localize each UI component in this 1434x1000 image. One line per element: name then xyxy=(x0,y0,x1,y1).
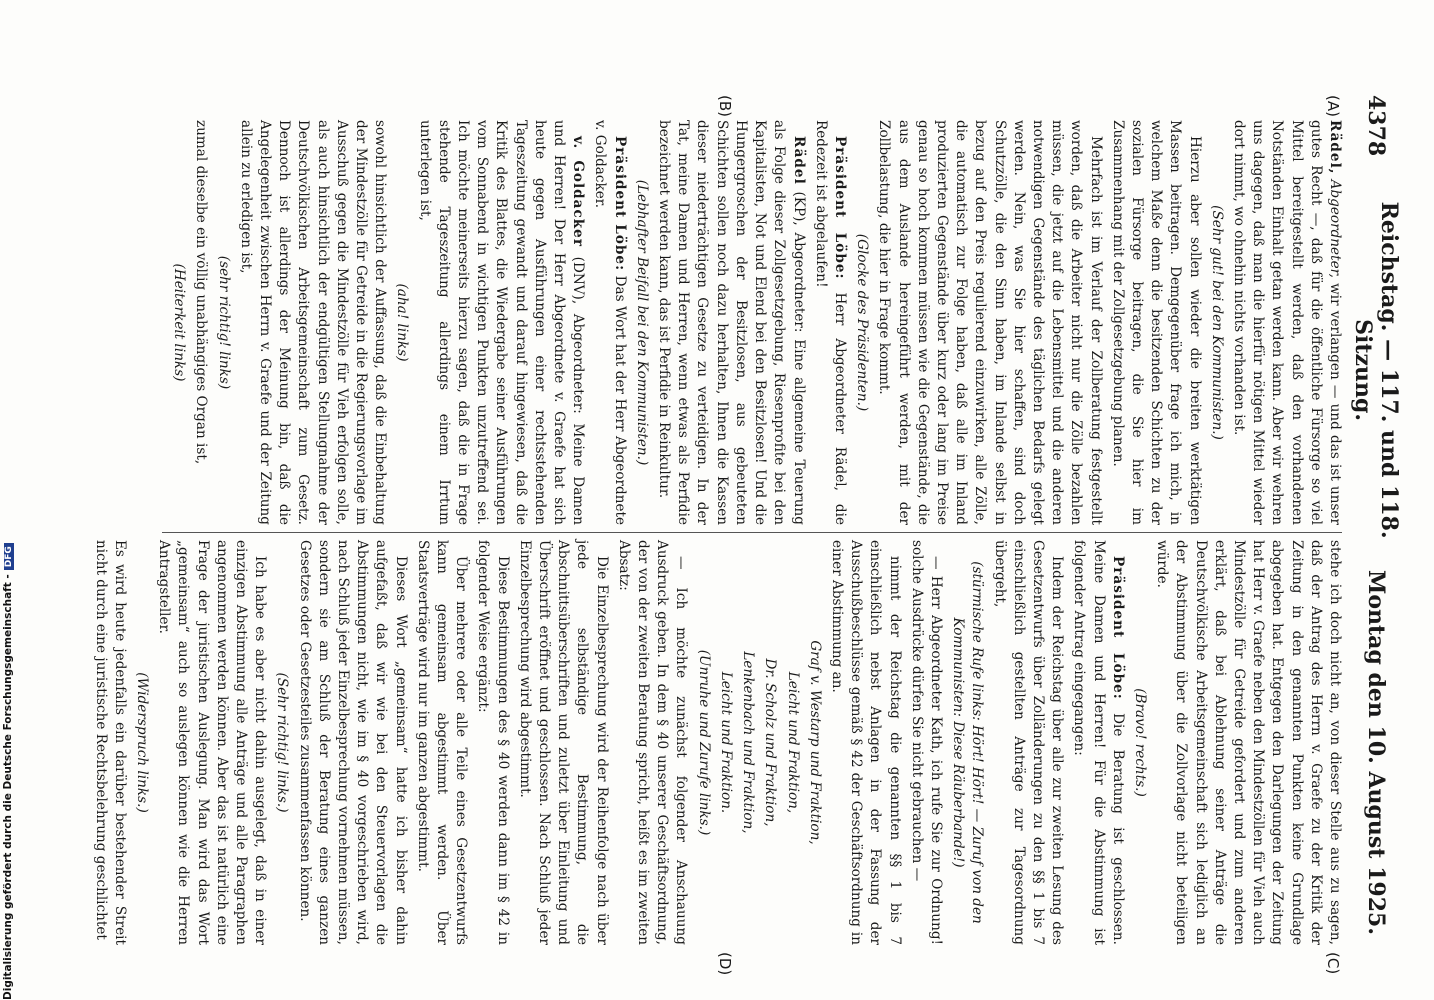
session-date: Montag den 10. August 1925. xyxy=(1363,570,1389,935)
speaker-role: Abgeordneter, xyxy=(1327,179,1343,278)
digitization-credit xyxy=(2,0,16,1000)
paragraph xyxy=(654,120,808,525)
page-number: 4378 xyxy=(1363,95,1389,157)
paragraph-text: wir verlangen — und das ist unser gutes Recht —, daß für die öffentliche Fürsorge so viel Mittel bereitgestellt werden, daß den vorhandenen Notständen Einhalt getan werden kann. Aber wir wehren uns dagegen, daß man die hierfür nötigen Mittel wieder dort nimmt, wo ohnehin nichts vorhanden ist. xyxy=(1230,120,1343,526)
speaker-role: (KP), Abgeordneter: xyxy=(790,191,807,333)
paragraph: — Herr Abgeordneter Kath, ich rufe Sie zur Ordnung! solche Ausdrücke dürfen Sie nicht gebrauchen — xyxy=(908,540,944,945)
paragraph xyxy=(1229,120,1344,525)
speaker-name: v. Goldacker xyxy=(570,136,587,247)
signatory: Graf v. Westarp und Fraktion, xyxy=(806,640,823,845)
interjection: (stürmische Rufe links: Hört! Hört! — Zuruf von den Kommunisten: Diese Räuberbande!) xyxy=(950,561,986,924)
interjection: (Heiterkeit links) xyxy=(171,263,188,382)
speaker-name: Präsident Löbe: xyxy=(1109,556,1126,700)
margin-marker-d: (D) xyxy=(716,952,734,976)
signatory: Leicht und Fraktion, xyxy=(784,671,801,814)
quoted-rule: Über mehrere oder alle Teile eines Gesetzentwurfs kann gemeinsam abgestimmt werden. Über Staatsverträge wird nur im ganzen abgestimmt. xyxy=(414,540,470,945)
signatory: Lenkenbach und Fraktion, xyxy=(740,651,757,834)
interjection: (Bravo! rechts.) xyxy=(1131,688,1148,797)
interjection: (Widerspruch links.) xyxy=(134,672,151,813)
page-header xyxy=(1350,95,1402,935)
paragraph-text: Meine Damen und Herren! Der Herr Abgeordnete v. Graefe hat sich heute gegen Ausführungen einer rechtsstehenden Tageszeitung gewandt und darauf hingewiesen, daß die Kritik des Blattes, die Wiedergabe seiner Ausführungen vom Sonnabend in wichtigen Punkten unzutreffend sei. Ich möchte meinerseits hierzu sagen, daß die in Frage stehende Tageszeitung allerdings einem Irrtum unterlegen ist, xyxy=(416,120,587,525)
interjection: (Sehr richtig! links.) xyxy=(274,672,291,813)
signatory: Dr. Scholz und Fraktion, xyxy=(762,658,779,827)
paragraph: sowohl hinsichtlich der Auffassung, daß die Einbehaltung der Mindestzölle für Getreide in die Regierungsvorlage im Ausschuß gegen die Mindestzölle für Vieh erfolgen solle, als auch hinsichtlich der endgültigen Stellungnahme der Deutschvölkischen Arbeitsgemeinschaft zum Gesetz. Dennoch ist allerdings der Meinung bin, daß die Angelegenheit zwischen Herrn v. Graefe und der Zeitung allein zu erledigen ist, xyxy=(237,120,389,525)
paragraph: Hierzu aber sollen wieder die breiten werktätigen Massen beitragen. Demgegenüber frage ich mich, in welchem Maße denn die besitzenden Schichten zu der sozialen Fürsorge beitragen, die Sie hier im Zusammenhang mit der Zollgesetzgebung planen. xyxy=(1109,120,1203,525)
session-title: Reichstag. — 117. und 118. Sitzung. xyxy=(1350,201,1402,539)
paragraph: — Ich möchte zunächst folgender Anschauung Ausdruck geben. In dem § 40 unserer Geschäftsordnung, der von der zweiten Beratung spricht, heißt es im zweiten Absatz: xyxy=(615,540,690,945)
quoted-rule: Die Einzelbesprechung wird der Reihenfolge nach über jede selbständige Bestimmung, die Abschnittsüberschriften und zuletzt über Einleitung und Überschrift eröffnet und geschlossen. Nach Schluß jeder Einzelbesprechung wird abgestimmt. xyxy=(516,540,610,945)
speaker-name: Präsident Löbe: xyxy=(831,136,848,280)
interjection: (Lebhafter Beifall bei den Kommunisten.) xyxy=(633,179,650,466)
interjection: (aha! links) xyxy=(394,283,411,362)
interjection: (Glocke des Präsidenten.) xyxy=(854,233,871,412)
speaker-role: (DNV), Abgeordneter: xyxy=(570,256,587,414)
paragraph: Ich habe es aber nicht dahin ausgelegt, daß in einer einzigen Abstimmung alle Anträge und alle Paragraphen angenommen werden können. Aber das ist natürlich eine Frage der juristischen Auslegung. Man wird das Wort „gemeinsam“ auch so auslegen können wie die Herren Antragsteller. xyxy=(156,540,269,945)
paragraph-text: Die Beratung ist geschlossen. Meine Damen und Herren! Für die Abstimmung ist folgender Antrag eingegangen: xyxy=(1071,540,1126,945)
paragraph-text: Das Wort hat der Herr Abgeordnete v. Goldacker. xyxy=(592,120,628,526)
paragraph: Indem der Reichstag über alle zur zweiten Lesung des Gesetzentwurfs über Zolländerungen zu den §§ 1 bis 7 einschließlich gestellten Anträge zur Tagesordnung übergeht, xyxy=(991,540,1066,945)
credit-text: Digitalisierung gefördert durch die Deutsche Forschungsgemeinschaft - xyxy=(2,574,14,1000)
paragraph xyxy=(811,120,849,525)
margin-marker-a: (A) xyxy=(1324,95,1342,117)
right-column xyxy=(92,540,1344,945)
paragraph xyxy=(414,120,587,525)
speaker-name: Rädel, xyxy=(1327,120,1343,175)
interjection: (Sehr gut! bei den Kommunisten.) xyxy=(1208,205,1225,440)
paragraph xyxy=(590,120,628,525)
paragraph: zumal dieselbe ein völlig unabhängiges Organ ist, xyxy=(193,120,210,465)
paragraph: Diese Bestimmungen des § 40 werden dann im § 42 in folgender Weise ergänzt: xyxy=(475,540,511,945)
paragraph: Dieses Wort „gemeinsam“ hatte ich bisher dahin aufgefaßt, daß wir wie bei den Steuervorlagen die Abstimmungen nicht, wie im § 40 vorgeschrieben wird, nach Schluß jeder Einzelbesprechung vornehmen müssen, sondern sie am Schluß der Beratung eines ganzen Gesetzes oder Gesetzesteiles zusammenfassen können. xyxy=(296,540,409,945)
dfg-logo: DFG xyxy=(4,543,14,570)
speaker-name: Rädel xyxy=(790,136,807,185)
signatory: Leicht und Fraktion. xyxy=(717,671,734,814)
paragraph-text: Herr Abgeordneter Rädel, die Redezeit ist abgelaufen! xyxy=(812,120,848,526)
paragraph: Es wird heute jedenfalls ein darüber bestehender Streit nicht durch eine juristische Rechtsbelehrung geschlichtet xyxy=(92,540,128,945)
paragraph: nimmt der Reichstag die genannten §§ 1 bis 7 einschließlich nebst Anlagen in der Fassung der Ausschußbeschlüsse gemäß § 42 der Geschäftsordnung in einer Abstimmung an. xyxy=(828,540,903,945)
column-divider xyxy=(162,532,1342,533)
paragraph xyxy=(1069,540,1127,945)
paragraph: stehe ich doch nicht an, von dieser Stelle aus zu sagen, daß der Antrag des Herrn v. Graefe zu der Kritik der Zeitung in den genannten Punkten keine Grundlage abgegeben hat. Entgegen den Darlegungen der Zeitung hat Herr v. Graefe neben den Mindestzöllen für Vieh auch Mindestzölle für Getreide gefordert und zum anderen erklärt, daß bei Ablehnung seiner Anträge die Deutschvölkische Arbeitsgemeinschaft sich lediglich an der Abstimmung über die Zollvorlage nicht beteiligen würde. xyxy=(1154,540,1343,945)
paragraph: Mehrfach ist im Verlauf der Zollberatung festgestellt worden, daß die Arbeiter nicht nur die Zölle bezahlen müssen, die jetzt auf die Lebensmittel und die anderen notwendigen Gegenstände des täglichen Bedarfs gelegt werden. Nein, was Sie hier schaffen, sind doch Schutzzölle, die den Sinn haben, im Inlande selbst in bezug auf den Preis regulierend einzuwirken, alle Zölle, die automatisch zur Folge haben, daß alle im Inland produzierten Gegenstände über kurz oder lang im Preise genau so hoch kommen müssen wie die Gegenstände, die aus dem Auslande hereingeführt werden, mit der Zollbelastung, die hier in Frage kommt. xyxy=(876,120,1104,525)
paragraph-text: Eine allgemeine Teuerung als Folge dieser Zollgesetzgebung, Riesenprofite bei den Kapitalisten, Not und Elend bei den Besitzlosen! Und die Hungergroschen der Besitzlosen, aus gebeuteten Schichten sollen noch dazu herhalten, Ihnen die Kassen dieser niederträchtigen Gesetze zu verteidigen. In der Tat, meine Damen und Herren, wenn etwas als Perfidie bezeichnet werden kann, das ist Perfidie in Reinkultur. xyxy=(656,120,807,526)
left-column xyxy=(99,120,1344,525)
margin-marker-b: (B) xyxy=(716,95,734,117)
interjection: (sehr richtig! links) xyxy=(215,255,232,390)
interjection: (Unruhe und Zurufe links.) xyxy=(695,649,712,836)
margin-marker-c: (C) xyxy=(1324,952,1342,975)
speaker-name: Präsident Löbe: xyxy=(611,136,628,272)
